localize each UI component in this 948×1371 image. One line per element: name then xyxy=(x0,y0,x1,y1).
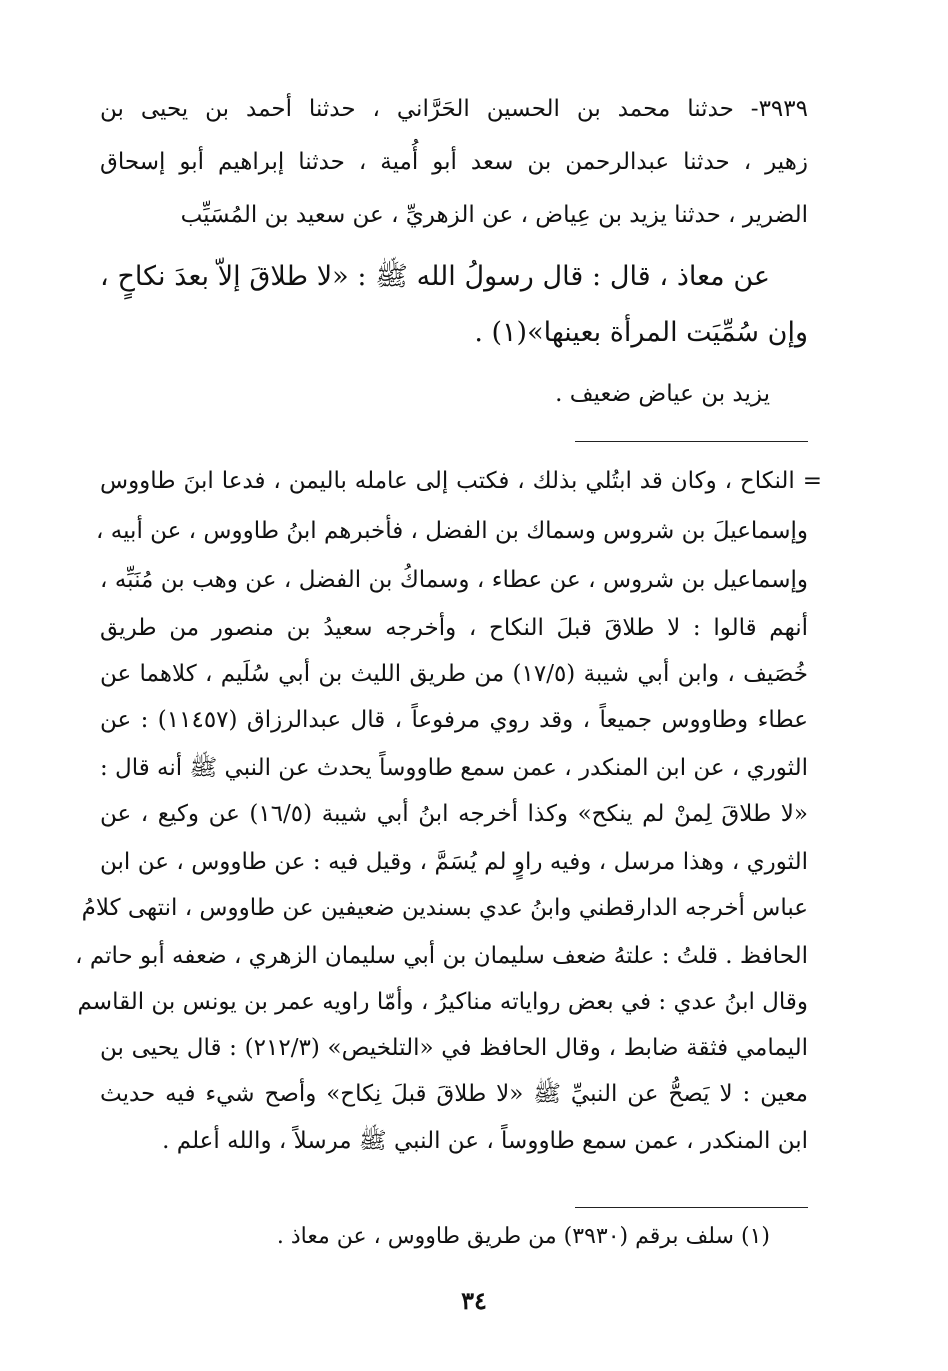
grading-comment: يزيد بن عياض ضعيف . xyxy=(555,381,770,407)
commentary-line-7: الثوري ، عن ابن المنكدر ، عمن سمع طاووساً يحدث عن النبي ﷺ أنه قال : xyxy=(99,755,808,781)
commentary-line-15: ابن المنكدر ، عمن سمع طاووساً ، عن النبي ﷺ مرسلاً ، والله أعلم . xyxy=(162,1128,808,1154)
hadith-line-1: ٣٩٣٩- حدثنا محمد بن الحسين الحَرَّاني ، حدثنا أحمد بن يحيى بن xyxy=(100,96,808,122)
separator-rule xyxy=(575,441,808,442)
commentary-line-13: اليمامي فثقة ضابط ، وقال الحافظ في «التلخيص» (٢١٢/٣) : قال يحيى بن xyxy=(100,1035,808,1061)
page-number: ٣٤ xyxy=(461,1286,487,1315)
commentary-line-9: الثوري ، وهذا مرسل ، وفيه راوٍ لم يُسَمَّ ، وقيل فيه : عن طاووس ، عن ابن xyxy=(100,849,808,875)
commentary-line-10: عباس أخرجه الدارقطني وابنُ عدي بسندين ضعيفين عن طاووس ، انتهى كلامُ xyxy=(81,895,808,921)
matn-line-1: عن معاذ ، قال : قال رسولُ الله ﷺ : «لا طلاقَ إلاّ بعدَ نكاحٍ ، xyxy=(100,261,770,292)
commentary-line-8: «لا طلاقَ لِمنْ لم ينكح» وكذا أخرجه ابنُ أبي شيبة (١٦/٥) عن وكيع ، عن xyxy=(100,801,808,827)
footnote-rule xyxy=(575,1207,808,1208)
commentary-line-4: أنهم قالوا : لا طلاقَ قبلَ النكاح ، وأخرجه سعيدُ بن منصور من طريق xyxy=(100,615,808,641)
commentary-line-2: وإسماعيلَ بن شروس وسماك بن الفضل ، فأخبرهم ابنُ طاووس ، عن أبيه ، xyxy=(96,518,808,544)
commentary-line-12: وقال ابنُ عدي : في بعض رواياته مناكيرُ ، وأمّا راويه عمر بن يونس بن القاسم xyxy=(77,989,808,1015)
commentary-line-11: الحافظ . قلتُ : علتهُ ضعف سليمان بن أبي سليمان الزهري ، ضعفه أبو حاتم ، xyxy=(75,943,808,969)
commentary-line-3: وإسماعيل بن شروس ، عن عطاء ، وسماكُ بن الفضل ، عن وهب بن مُنَبِّه ، xyxy=(100,567,808,593)
commentary-line-5: خُصَيف ، وابن أبي شيبة (١٧/٥) من طريق الليث بن أبي سُلَيم ، كلاهما عن xyxy=(100,661,809,687)
footnote: (١) سلف برقم (٣٩٣٠) من طريق طاووس ، عن معاذ . xyxy=(276,1224,770,1249)
matn-line-2: وإن سُمِّيَت المرأة بعينها»(١) . xyxy=(474,317,808,348)
hadith-line-2: زهير ، حدثنا عبدالرحمن بن سعد أبو أُمية ، حدثنا إبراهيم أبو إسحاق xyxy=(100,149,808,175)
commentary-line-6: عطاء وطاووس جميعاً ، وقد روي مرفوعاً ، قال عبدالرزاق (١١٤٥٧) : عن xyxy=(100,707,808,733)
commentary-line-14: معين : لا يَصحُّ عن النبيِّ ﷺ «لا طلاقَ قبلَ نِكاح» وأصح شيء فيه حديث xyxy=(100,1081,808,1107)
commentary-line-1: = النكاح ، وكان قد ابتُلي بذلك ، فكتب إلى عامله باليمن ، فدعا ابنَ طاووس xyxy=(100,468,822,494)
hadith-line-3: الضرير ، حدثنا يزيد بن عِياض ، عن الزهريِّ ، عن سعيد بن المُسَيِّب xyxy=(180,202,808,228)
